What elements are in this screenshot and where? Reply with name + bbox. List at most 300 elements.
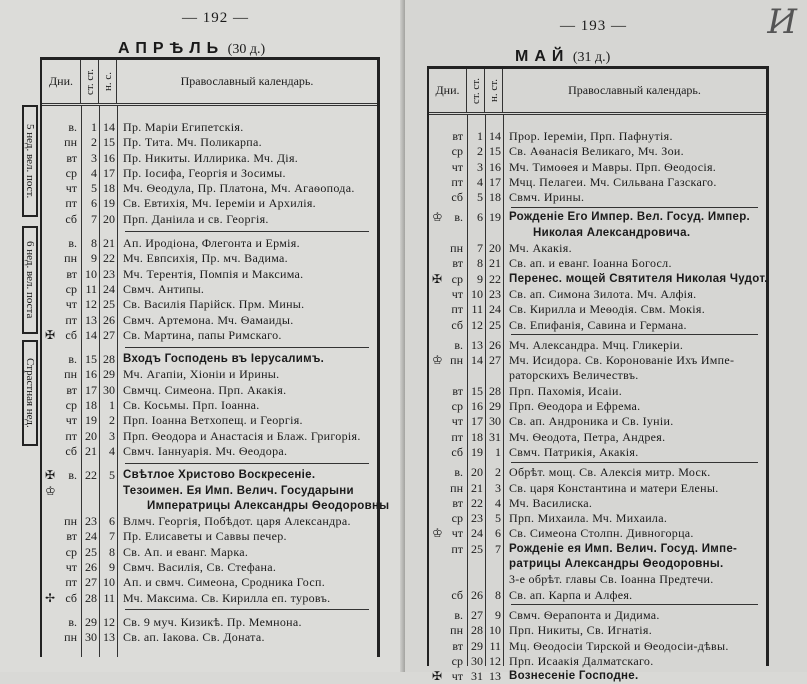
new-style-date: 5	[495, 511, 501, 526]
table-row-continuation	[429, 368, 766, 383]
new-style-date: 24	[103, 281, 115, 296]
old-style-date: 22	[85, 468, 97, 483]
old-style-date: 2	[91, 135, 97, 150]
entry-text: Св. Аѳанасія Великаго, Мч. Зои.	[509, 144, 684, 159]
week-group	[42, 352, 377, 459]
new-style-date: 30	[103, 382, 115, 397]
old-style-date: 13	[471, 337, 483, 352]
week-group	[429, 338, 766, 460]
entry-text: Св. Епифанія, Савина и Германа.	[509, 317, 687, 332]
old-style-date: 27	[85, 575, 97, 590]
new-style-date: 29	[489, 399, 501, 414]
new-style-date: 5	[109, 468, 115, 483]
day-cell: в.	[68, 352, 77, 367]
day-cell: пн	[64, 514, 77, 529]
header-day: Дни.	[435, 83, 460, 97]
day-cell: пт	[65, 428, 77, 443]
header-day: Дни.	[48, 74, 74, 88]
table-row	[429, 542, 766, 557]
week-label-text: 5 нед. вел. пост.	[24, 123, 36, 199]
entry-text: Тезоимен. Ея Имп. Велич. Государыни	[123, 484, 354, 497]
day-cell: пн	[64, 135, 77, 150]
day-cell: в.	[68, 614, 77, 629]
new-style-date: 7	[109, 529, 115, 544]
new-style-date: 20	[489, 241, 501, 256]
table-row	[42, 630, 377, 645]
group-separator	[511, 462, 758, 463]
table-row	[429, 623, 766, 638]
day-cell: ср	[451, 511, 463, 526]
old-style-date: 13	[85, 312, 97, 327]
new-style-date: 23	[103, 266, 115, 281]
old-style-date: 22	[471, 495, 483, 510]
day-cell: сб	[451, 444, 463, 459]
week-group	[429, 608, 766, 684]
day-cell: пн	[450, 241, 463, 256]
day-cell: ср	[451, 144, 463, 159]
table-row	[429, 608, 766, 623]
old-style-date: 30	[85, 630, 97, 645]
table-row	[429, 338, 766, 353]
entry-text: Прп. Исаакія Далматскаго.	[509, 653, 654, 668]
table-row	[42, 545, 377, 560]
entry-text: Мч. Терентія, Помпія и Максима.	[123, 266, 304, 281]
entry-text: Св. ап. Іакова. Св. Доната.	[123, 630, 265, 645]
table-row	[42, 591, 377, 606]
table-row	[42, 181, 377, 196]
week-group	[42, 236, 377, 343]
day-cell: в.	[68, 468, 77, 483]
week-group	[42, 615, 377, 646]
day-cell: вт	[452, 638, 463, 653]
day-cell: ср	[65, 398, 77, 413]
header-cell	[429, 69, 467, 112]
day-cell: пт	[451, 174, 463, 189]
new-style-date: 22	[103, 251, 115, 266]
old-style-date: 20	[85, 428, 97, 443]
old-style-date: 31	[471, 669, 483, 684]
table-row	[42, 236, 377, 251]
table-row	[42, 151, 377, 166]
entry-text: Прп. Пахомія, Исаіи.	[509, 383, 623, 398]
new-style-date: 4	[495, 495, 501, 510]
table-row	[429, 190, 766, 205]
day-cell: вт	[452, 495, 463, 510]
day-cell: пт	[451, 541, 463, 556]
table-row	[429, 129, 766, 144]
table-row	[42, 297, 377, 312]
table-row	[429, 302, 766, 317]
entry-text: Прп. Михаила. Мч. Михаила.	[509, 511, 668, 526]
entry-text: Пр. Никиты. Иллирика. Мч. Дія.	[123, 150, 299, 165]
table-row	[429, 445, 766, 460]
day-cell: пт	[65, 196, 77, 211]
table-row-continuation	[429, 572, 766, 587]
header-cell	[485, 69, 503, 112]
entry-text: Мчц. Пелагеи. Мч. Сильвана Газскаго.	[509, 174, 717, 189]
old-style-date: 9	[91, 251, 97, 266]
old-style-date: 26	[85, 560, 97, 575]
left-page-april	[0, 0, 405, 672]
table-row	[42, 615, 377, 630]
old-style-date: 6	[477, 210, 483, 225]
entry-text: Прор. Іереміи, Прп. Пафнутія.	[509, 129, 673, 143]
entry-text: Свмч. Ѳерапонта и Дидима.	[509, 607, 660, 622]
entry-text: Пр. Іосифа, Георгія и Зосимы.	[123, 165, 286, 180]
cross-icon: ✠	[45, 468, 56, 483]
old-style-date: 29	[85, 614, 97, 629]
old-style-date: 10	[471, 286, 483, 301]
old-style-date: 21	[85, 443, 97, 458]
entry-text: Свмч. Патрикія, Акакія.	[509, 444, 639, 459]
month-title	[118, 40, 265, 58]
entry-text: Св. Симеона Столпн. Дивногорца.	[509, 526, 694, 541]
table-row	[429, 384, 766, 399]
table-row	[42, 166, 377, 181]
group-separator	[125, 231, 369, 232]
old-style-date: 12	[471, 317, 483, 332]
new-style-date: 6	[495, 526, 501, 541]
crown-icon: ♔	[432, 210, 443, 225]
entry-text: Св. 9 муч. Кизикѣ. Пр. Мемнона.	[123, 614, 302, 629]
table-row	[429, 511, 766, 526]
day-cell: сб	[65, 590, 77, 605]
day-cell: в.	[454, 465, 463, 480]
entry-text: Императрицы Александры Ѳеодоровны	[147, 499, 390, 512]
table-row	[42, 267, 377, 282]
day-cell: чт	[451, 526, 463, 541]
new-style-date: 18	[489, 190, 501, 205]
table-row	[429, 318, 766, 333]
table-row	[429, 287, 766, 302]
entry-text: Св. Ап. и еванг. Марка.	[123, 544, 249, 559]
old-style-date: 5	[477, 190, 483, 205]
entry-text: Св. Косьмы. Прп. Іоанна.	[123, 398, 260, 413]
day-cell: ср	[451, 653, 463, 668]
group-separator	[511, 207, 758, 208]
entry-text: Мч. Ѳеодота, Петра, Андрея.	[509, 429, 666, 444]
table-body	[42, 120, 390, 646]
new-style-date: 12	[489, 653, 501, 668]
old-style-date: 10	[85, 266, 97, 281]
entry-text: Мч. Исидора. Св. Коронованіе Ихъ Импе-	[509, 353, 735, 368]
entry-text: раторскихъ Величествъ.	[509, 368, 639, 383]
old-style-date: 28	[471, 623, 483, 638]
cross-icon: ✠	[45, 327, 56, 342]
header-calendar: Православный календарь.	[568, 83, 701, 97]
entry-text: Свмч. Антипы.	[123, 281, 205, 296]
entry-text: Св. ап. и еванг. Іоанна Богосл.	[509, 256, 672, 271]
cross-icon: ✠	[432, 669, 443, 684]
entry-text: Мц. Ѳеодосіи Тирской и Ѳеодосіи-дѣвы.	[509, 638, 729, 653]
entry-text: ратрицы Александры Ѳеодоровны.	[509, 558, 724, 571]
table-row	[429, 256, 766, 271]
old-style-date: 14	[471, 353, 483, 368]
old-style-date: 16	[85, 367, 97, 382]
day-cell: чт	[451, 669, 463, 684]
old-style-date: 5	[91, 181, 97, 196]
day-cell: вт	[452, 256, 463, 271]
new-style-date: 24	[489, 302, 501, 317]
new-style-date: 23	[489, 286, 501, 301]
new-style-date: 3	[109, 428, 115, 443]
month-name: АПРѢЛЬ	[118, 40, 225, 57]
day-cell: чт	[65, 297, 77, 312]
old-style-date: 25	[85, 544, 97, 559]
right-page-may	[405, 0, 807, 684]
entry-text: Пр. Тита. Мч. Поликарпа.	[123, 135, 262, 150]
entry-text: 3-е обрѣт. главы Св. Іоанна Предтечи.	[509, 572, 714, 587]
day-cell: в.	[68, 236, 77, 251]
table-row	[429, 175, 766, 190]
day-cell: пн	[64, 251, 77, 266]
new-style-date: 11	[103, 590, 115, 605]
day-cell: ср	[451, 399, 463, 414]
table-row	[429, 639, 766, 654]
calendar-table	[427, 66, 769, 684]
day-cell: в.	[68, 120, 77, 134]
entry-text: Прп. Ѳеодора и Анастасія и Блаж. Григорія.	[123, 428, 361, 443]
new-style-date: 8	[495, 587, 501, 602]
table-row	[429, 465, 766, 480]
entry-text: Рожденіе ея Имп. Велич. Госуд. Импе-	[509, 542, 738, 555]
entry-text: Свмчц. Симеона. Прп. Акакія.	[123, 382, 287, 397]
new-style-date: 30	[489, 414, 501, 429]
new-style-date: 2	[495, 465, 501, 480]
table-row	[42, 251, 377, 266]
old-style-date: 27	[471, 607, 483, 622]
old-style-date: 1	[477, 129, 483, 143]
table-row	[42, 413, 377, 428]
entry-text: Свмч. Ирины.	[509, 190, 585, 205]
old-style-date: 24	[471, 526, 483, 541]
table-row	[42, 282, 377, 297]
entry-text: Мч. Евпсихія, Пр. мч. Вадима.	[123, 251, 288, 266]
new-style-date: 9	[109, 560, 115, 575]
week-label	[22, 340, 38, 446]
group-separator	[125, 347, 369, 348]
new-style-date: 9	[495, 607, 501, 622]
entry-text: Св. ап. Симона Зилота. Мч. Алфія.	[509, 286, 697, 301]
week-label-text: Страстная нед.	[24, 358, 36, 428]
new-style-date: 2	[109, 413, 115, 428]
entry-text: Рожденіе Его Импер. Вел. Госуд. Импер.	[509, 211, 751, 224]
day-cell: чт	[65, 560, 77, 575]
table-row	[42, 429, 377, 444]
table-row	[42, 328, 377, 343]
old-style-date: 30	[471, 653, 483, 668]
new-style-date: 29	[103, 367, 115, 382]
entry-text: Перенес. мощей Святителя Николая Чудот.	[509, 272, 768, 285]
entry-text: Мч. Акакія.	[509, 241, 572, 256]
entry-text: Св. ап. Карпа и Алфея.	[509, 587, 633, 602]
new-style-date: 20	[103, 211, 115, 226]
month-days: (30 д.)	[227, 42, 266, 57]
week-group	[429, 129, 766, 205]
entry-text: Мч. Тимоѳея и Мавры. Прп. Ѳеодосія.	[509, 159, 717, 174]
header-cell	[42, 60, 81, 103]
old-style-date: 7	[91, 211, 97, 226]
day-cell: ср	[65, 544, 77, 559]
table-row	[42, 196, 377, 211]
day-cell: чт	[451, 159, 463, 174]
entry-text: Свмч. Василія, Св. Стефана.	[123, 560, 277, 575]
old-style-date: 8	[477, 256, 483, 271]
table-row	[42, 529, 377, 544]
entry-text: Николая Александровича.	[533, 226, 691, 239]
table-row	[429, 144, 766, 159]
header-cell	[81, 60, 99, 103]
table-row	[429, 588, 766, 603]
old-style-date: 15	[471, 383, 483, 398]
new-style-date: 25	[489, 317, 501, 332]
new-style-date: 6	[109, 514, 115, 529]
day-cell: чт	[451, 286, 463, 301]
old-style-date: 2	[477, 144, 483, 159]
calendar-table	[40, 57, 390, 657]
old-style-date: 24	[85, 529, 97, 544]
week-group	[429, 210, 766, 332]
new-style-date: 10	[103, 575, 115, 590]
table-row	[429, 526, 766, 541]
entry-text: Прп. Даніила и св. Георгія.	[123, 211, 269, 226]
day-cell: сб	[451, 190, 463, 205]
day-cell: чт	[65, 181, 77, 196]
table-row	[42, 212, 377, 227]
old-style-date: 4	[91, 165, 97, 180]
week-group	[429, 465, 766, 603]
new-style-date: 14	[489, 129, 501, 143]
old-style-date: 23	[85, 514, 97, 529]
table-row	[42, 367, 377, 382]
table-row	[429, 430, 766, 445]
old-style-date: 15	[85, 352, 97, 367]
day-cell: пт	[451, 302, 463, 317]
old-style-date: 4	[477, 174, 483, 189]
entry-text: Обрѣт. мощ. Св. Алексія митр. Моск.	[509, 465, 711, 480]
entry-text: Мч. Александра. Мчц. Гликеріи.	[509, 337, 684, 352]
new-style-date: 10	[489, 623, 501, 638]
old-style-date: 17	[471, 414, 483, 429]
entry-text: Входъ Господень въ Іерусалимъ.	[123, 353, 325, 366]
day-cell: пн	[450, 480, 463, 495]
new-style-date: 4	[109, 443, 115, 458]
group-separator	[125, 609, 369, 610]
entry-text: Мч. Максима. Св. Кирилла еп. туровъ.	[123, 590, 331, 605]
table-row	[429, 414, 766, 429]
new-style-date: 25	[103, 297, 115, 312]
table-row	[42, 514, 377, 529]
entry-text: Пр. Маріи Египетскія.	[123, 120, 244, 134]
new-style-date: 28	[103, 352, 115, 367]
new-style-date: 28	[489, 383, 501, 398]
new-style-date: 11	[489, 638, 501, 653]
table-row	[429, 210, 766, 225]
old-style-date: 19	[471, 444, 483, 459]
new-style-date: 31	[489, 429, 501, 444]
table-body	[429, 129, 766, 684]
new-style-date: 17	[103, 165, 115, 180]
entry-text: Влмч. Георгія, Побѣдот. царя Александра.	[123, 514, 351, 529]
header-calendar: Православный календарь.	[180, 74, 314, 88]
table-row	[429, 241, 766, 256]
day-cell: в.	[454, 607, 463, 622]
old-style-date: 3	[91, 150, 97, 165]
header-cell	[117, 60, 377, 103]
day-cell: вт	[452, 383, 463, 398]
new-style-date: 19	[103, 196, 115, 211]
entry-text: Ап. Иродіона, Флегонта и Ермія.	[123, 236, 300, 251]
table-row-continuation	[429, 557, 766, 572]
old-style-date: 18	[471, 429, 483, 444]
new-style-date: 13	[103, 630, 115, 645]
new-style-date: 1	[109, 398, 115, 413]
month-name: МАЙ	[515, 48, 570, 65]
crown-icon: ♔	[432, 526, 443, 541]
new-style-date: 21	[489, 256, 501, 271]
day-cell: в.	[454, 337, 463, 352]
old-style-date: 11	[471, 302, 483, 317]
header-new: н. с.	[101, 71, 114, 92]
week-label	[22, 105, 38, 217]
table-header	[429, 69, 766, 115]
table-row	[429, 353, 766, 368]
day-cell: сб	[451, 317, 463, 332]
header-cell	[467, 69, 485, 112]
new-style-date: 21	[103, 236, 115, 251]
header-old: ст. ст.	[469, 77, 482, 104]
day-cell: чт	[65, 413, 77, 428]
old-style-date: 17	[85, 382, 97, 397]
entry-text: Мч. Василиска.	[509, 495, 593, 510]
new-style-date: 17	[489, 174, 501, 189]
entry-text: Пр. Елисаветы и Саввы печер.	[123, 529, 287, 544]
day-cell: пт	[451, 429, 463, 444]
cross-icon: ✠	[432, 271, 443, 286]
table-row	[42, 313, 377, 328]
day-cell: пн	[450, 623, 463, 638]
old-style-date: 3	[477, 159, 483, 174]
entry-text: Прп. Ѳеодора и Ефрема.	[509, 399, 641, 414]
new-style-date: 1	[495, 444, 501, 459]
new-style-date: 12	[103, 614, 115, 629]
cross-icon: ✢	[45, 590, 56, 605]
new-style-date: 26	[103, 312, 115, 327]
entry-text: Ап. и свмч. Симеона, Сродника Госп.	[123, 575, 326, 590]
new-style-date: 19	[489, 210, 501, 225]
old-style-date: 7	[477, 241, 483, 256]
day-cell: вт	[452, 129, 463, 143]
entry-text: Св. Мартина, папы Римскаго.	[123, 327, 282, 342]
day-cell: пт	[65, 312, 77, 327]
old-style-date: 25	[471, 541, 483, 556]
crown-icon: ♔	[432, 353, 443, 368]
table-row	[42, 444, 377, 459]
day-cell: ср	[65, 165, 77, 180]
group-separator	[511, 334, 758, 335]
table-header	[42, 60, 377, 106]
month-title	[515, 48, 610, 66]
new-style-date: 15	[103, 135, 115, 150]
entry-text: Св. царя Константина и матери Елены.	[509, 480, 719, 495]
old-style-date: 8	[91, 236, 97, 251]
old-style-date: 9	[477, 271, 483, 286]
table-row	[429, 399, 766, 414]
table-row	[42, 352, 377, 367]
old-style-date: 16	[471, 399, 483, 414]
entry-text: Свмч. Іаннуарія. Мч. Ѳеодора.	[123, 443, 288, 458]
table-row-continuation	[42, 499, 390, 514]
